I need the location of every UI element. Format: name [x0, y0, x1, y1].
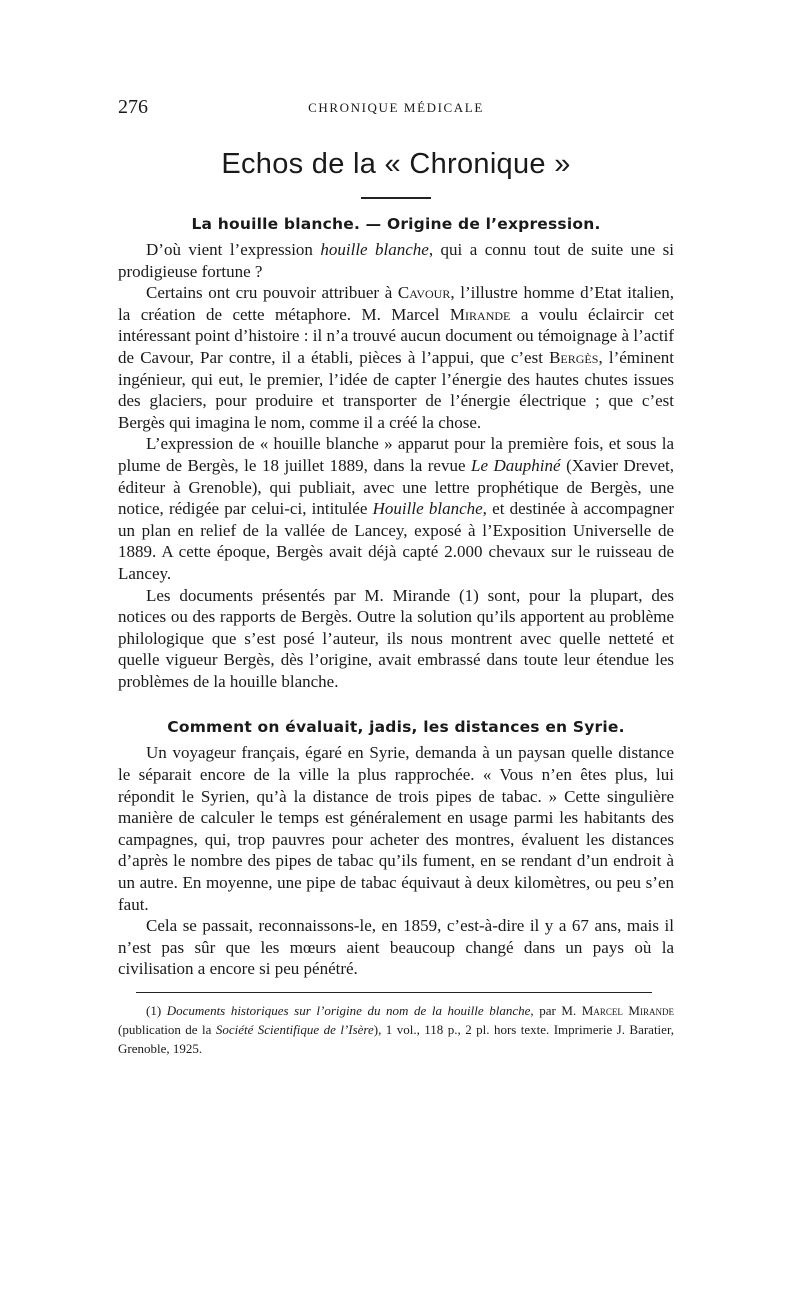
text-run: (publication de la: [118, 1022, 216, 1037]
text-run: Certains ont cru pouvoir attribuer à: [146, 283, 398, 303]
footnote-marker: (1): [146, 1003, 167, 1018]
journal-name: Le Dauphiné: [471, 455, 561, 475]
running-head: [118, 96, 674, 124]
page: [118, 96, 674, 1058]
name-mirande: Mirande: [449, 304, 511, 324]
paragraph: Un voyageur français, égaré en Syrie, demanda à un paysan quelle distance le séparait encore de la ville la plus rapprochée. « Vous n’en êtes plus, lui répondit le Syrien, qu’à la distance de trois pipes de tabac. » Cette singulière manière de calculer le temps est généralement en usage parmi les habitants des campagnes, qui, trop pauvres pour acheter des montres, évaluent les distances d’après le nombre des pipes de tabac qu’ils fument, en se rendant d’un endroit à un autre. En moyenne, une pipe de tabac équivaut à deux kilomètres, ou peu s’en faut.: [118, 743, 674, 914]
paragraph: [118, 282, 674, 433]
text-run: a voulu éclaircir cet intéressant point d’histoire : il n’a trouvé aucun document ou témoignage à l’actif de Cavour, Par contre, il a établi, pièces à l’appui, que c’est: [118, 304, 675, 367]
paragraph: Cela se passait, reconnaissons-le, en 1859, c’est-à-dire il y a 67 ans, mais il n’est pas sûr que les mœurs aient beaucoup changé dans un pays où la civilisation a encore si peu pénétré.: [118, 916, 674, 979]
name-berges: Bergès: [549, 347, 599, 367]
paragraph: D’où vient l’expression houille blanche, qui a connu tout de suite une si prodigieuse fortune ?: [118, 240, 674, 281]
text-run: L’expression de « houille blanche » apparut pour la première fois, et sous la plume de Bergès, le 18 juillet 1889, dans la revue: [118, 434, 674, 475]
notice-title: Houille blanche: [372, 499, 483, 519]
text-run: , par M.: [530, 1003, 582, 1018]
footnote-title: Documents historiques sur l’origine du nom de la houille blanche: [166, 1003, 531, 1018]
footnote-rule: [136, 992, 652, 993]
text-run: ), 1 vol., 118 p., 2 pl. hors texte. Imprimerie J. Baratier, Grenoble, 1925.: [118, 1022, 674, 1056]
title-rule: [361, 197, 431, 199]
name-cavour: Cavour: [397, 283, 451, 303]
text-run: , l’illustre homme d’Etat italien, la création de cette métaphore. M. Marcel: [118, 283, 674, 324]
text-run: , et destinée à accompagner un plan en relief de la vallée de Lancey, exposé à l’Exposition Universelle de 1889. A cette époque, Bergès avait déjà capté 2.000 chevaux sur le ruisseau de Lancey.: [118, 499, 674, 583]
page-number: 276: [118, 96, 148, 118]
text-run: , l’éminent ingénieur, qui eut, le premier, l’idée de capter l’énergie des hautes chutes issues des glaciers, pour produire et transporter de l’énergie électrique ; que c’est Bergès qui imagina le nom, comme il a créé la chose.: [118, 347, 674, 432]
paragraph: [118, 433, 674, 584]
footnote: [118, 1001, 674, 1058]
italic-term: houille blanche: [320, 240, 429, 259]
text-run: (Xavier Drevet, éditeur à Grenoble), qui publiait, avec une lettre prophétique de Bergès, une notice, rédigée par celui-ci, intitulée: [118, 455, 674, 519]
paragraph: Les documents présentés par M. Mirande (1) sont, pour la plupart, des notices ou des rapports de Bergès. Outre la solution qu’ils apportent au problème philologique que s’est posé l’auteur, ils nous montrent avec quelle netteté et quelle vigueur Bergès, dès l’origine, avait embrassé dans toute leur étendue les problèmes de la houille blanche.: [118, 585, 674, 691]
section-title: Echos de la « Chronique »: [221, 148, 571, 180]
article-heading-syrie: Comment on évaluait, jadis, les distances en Syrie.: [167, 718, 625, 737]
article-heading-houille-blanche: La houille blanche. — Origine de l’expression.: [191, 215, 601, 233]
footnote-society: Société Scientifique de l’Isère: [215, 1022, 374, 1037]
footnote-author: Marcel Mirande: [581, 1003, 674, 1018]
journal-title: CHRONIQUE MÉDICALE: [308, 100, 484, 115]
